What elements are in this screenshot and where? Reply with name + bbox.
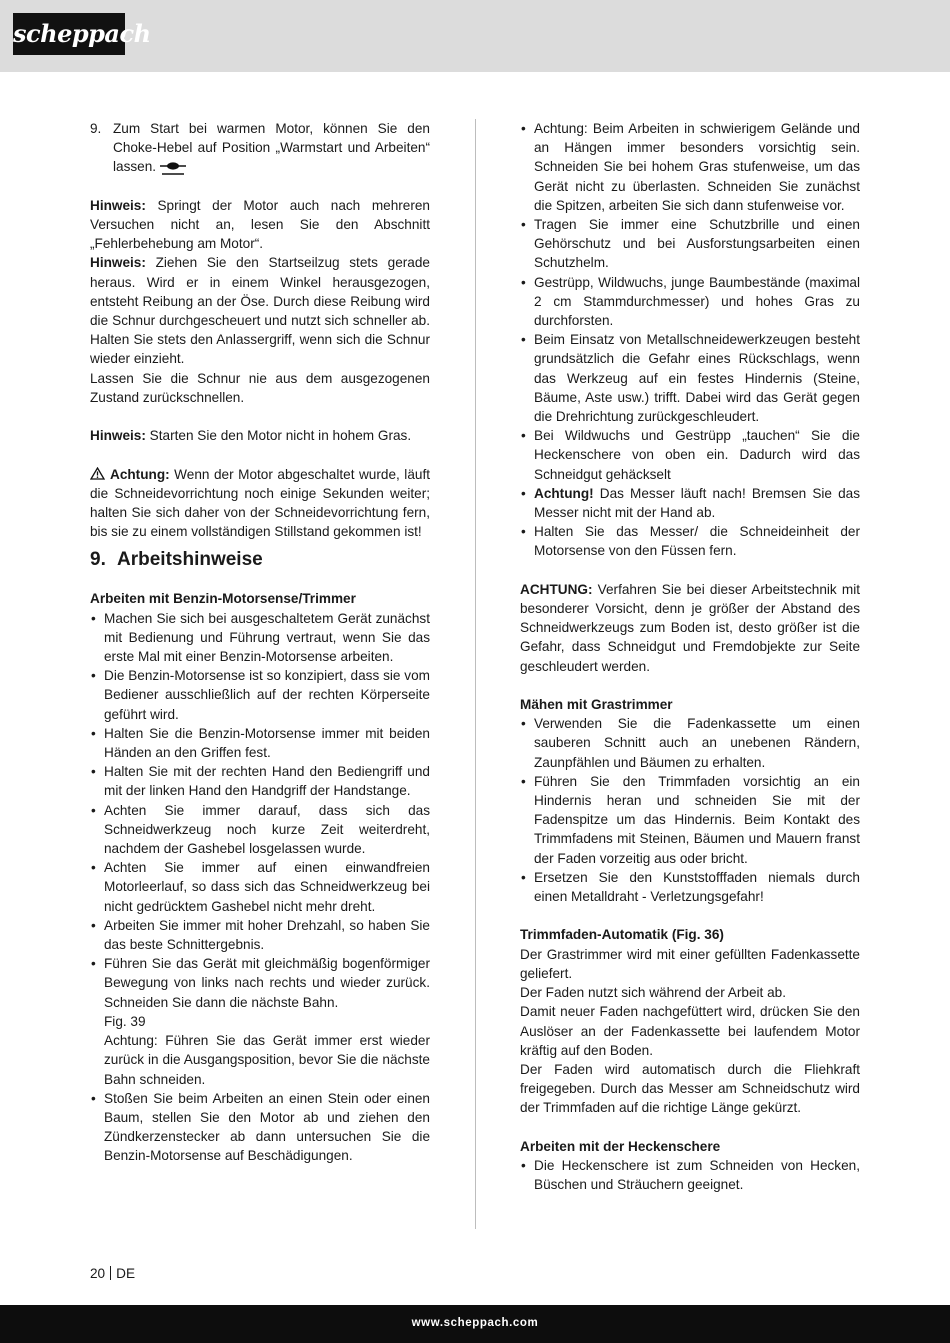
paragraph: Der Grastrimmer wird mit einer gefüllten Fadenkassette geliefert. xyxy=(520,946,860,981)
page-footer xyxy=(0,1305,950,1343)
list-item: • Halten Sie das Messer/ die Schneideinheit der Motorsense von den Füssen fern. xyxy=(520,522,860,560)
hint-paragraph: Hinweis: Springt der Motor auch nach mehreren Versuchen nicht an, lesen Sie den Abschnitt „Fehlerbehebung am Motor“. xyxy=(90,197,430,252)
list-item: • Führen Sie den Trimmfaden vorsichtig an ein Hindernis heran und schneiden Sie mit der Fadenspitze um das Hindernis. Beim Kontakt des Trimmfadens mit Steinen, Bäumen und Mauern franst der Faden vorzeitig aus oder bricht. xyxy=(520,772,860,868)
left-column xyxy=(90,119,430,1166)
subheading: Arbeiten mit der Heckenschere xyxy=(520,1138,721,1154)
list-item: • Die Heckenschere ist zum Schneiden von Hecken, Büschen und Sträuchern geeignet. xyxy=(520,1156,860,1194)
page-number-separator xyxy=(110,1266,111,1280)
hint-paragraph: Hinweis: Ziehen Sie den Startseilzug stets gerade heraus. Wird er in einem Winkel herausgezogen, entsteht Reibung an der Öse. Durch diese Reibung wird die Schnur durchgescheuert und nutzt sich schneller ab. Halten Sie stets den Anlassergriff, wenn sich die Schnur wieder einzieht. xyxy=(90,255,430,367)
subheading: Arbeiten mit Benzin-Motorsense/Trimmer xyxy=(90,591,356,607)
website-link[interactable]: www.scheppach.com xyxy=(411,1317,539,1329)
caution-paragraph: ACHTUNG: Verfahren Sie bei dieser Arbeitstechnik mit besonderer Vorsicht, denn je größer der Abstand des Schneidwerkzeugs zum Boden ist, desto größer ist die Gefahr, dass Schneidgut und Fremdobjekte zur Seite geschleudert werden. xyxy=(520,581,860,674)
subheading: Trimmfaden-Automatik (Fig. 36) xyxy=(520,927,724,943)
language-code: DE xyxy=(116,1266,136,1281)
brand-logo: scheppach xyxy=(13,13,125,55)
list-item: • Ersetzen Sie den Kunststofffaden niemals durch einen Metalldraht - Verletzungsgefahr! xyxy=(520,868,860,906)
step-number: 9. xyxy=(90,121,102,136)
right-column xyxy=(520,119,860,1194)
list-item: • Halten Sie die Benzin-Motorsense immer mit beiden Händen an den Griffen fest. xyxy=(90,724,430,762)
list-item: • Beim Einsatz von Metallschneidewerkzeugen besteht grundsätzlich die Gefahr eines Rückschlags, wenn das Werkzeug auf ein festes Hindernis (Steine, Bäume, Aste usw.) trifft. Dabei wird das Gerät gegen die Drehrichtung zurückgeschleudert. xyxy=(520,330,860,426)
list-item: • Stoßen Sie beim Arbeiten an einen Stein oder einen Baum, stellen Sie den Motor ab und ziehen den Zündkerzenstecker ab dann untersuchen Sie die Benzin-Motorsense auf Beschädigungen. xyxy=(90,1089,430,1166)
subheading: Mähen mit Grastrimmer xyxy=(520,697,673,713)
rope-paragraph: Lassen Sie die Schnur nie aus dem ausgezogenen Zustand zurückschnellen. xyxy=(90,370,430,405)
hint-paragraph: Hinweis: Starten Sie den Motor nicht in hohem Gras. xyxy=(90,428,412,444)
list-item: • Achtung! Das Messer läuft nach! Bremsen Sie das Messer nicht mit der Hand ab. xyxy=(520,484,860,522)
list-item: • Achtung: Beim Arbeiten in schwierigem Gelände und an Hängen immer besonders vorsichtig sein. Schneiden Sie bei hohem Gras stufenweise, um das Gerät nicht zu überlasten. Schneiden Sie zunächst die Spitzen, arbeiten Sie sich dann stufenweise vor. xyxy=(520,119,860,215)
list-item: • Arbeiten Sie immer mit hoher Drehzahl, so haben Sie das beste Schnittergebnis. xyxy=(90,916,430,954)
paragraph: Der Faden wird automatisch durch die Fliehkraft freigegeben. Durch das Messer am Schneidschutz wird der Trimmfaden auf die richtige Länge gekürzt. xyxy=(520,1061,860,1116)
warning-triangle-icon xyxy=(90,467,105,480)
bullet-list xyxy=(520,1156,860,1194)
paragraph: Der Faden nutzt sich während der Arbeit ab. xyxy=(520,985,786,1001)
list-item: • Achten Sie immer auf einen einwandfreien Motorleerlauf, so dass sich das Schneidwerkzeug bei nicht gedrücktem Gashebel nicht mehr dreht. xyxy=(90,858,430,916)
paragraph: Damit neuer Faden nachgefüttert wird, drücken Sie den Auslöser an der Fadenkassette bei laufendem Motor kräftig auf den Boden. xyxy=(520,1004,860,1058)
column-divider xyxy=(475,119,476,1229)
list-item: • Führen Sie das Gerät mit gleichmäßig bogenförmiger Bewegung von links nach rechts und wieder zurück. Schneiden Sie dann die nächste Bahn. Fig. 39 Achtung: Führen Sie das Gerät immer erst wieder zurück in die Ausgangsposition, bevor Sie die nächste Bahn schneiden. xyxy=(90,954,430,1088)
choke-warmstart-icon xyxy=(159,158,187,176)
step-text: Zum Start bei warmen Motor, können Sie den Choke-Hebel auf Position „Warmstart und Arbeiten“ lassen. xyxy=(113,121,430,175)
list-item: • Verwenden Sie die Fadenkassette um einen sauberen Schnitt auch an unebenen Rändern, Zaunpfählen und Bäumen zu erhalten. xyxy=(520,714,860,772)
list-item: • Die Benzin-Motorsense ist so konzipiert, dass sie vom Bediener ausschließlich auf der rechten Körperseite geführt wird. xyxy=(90,666,430,724)
list-item: • Gestrüpp, Wildwuchs, junge Baumbestände (maximal 2 cm Stammdurchmesser) und hohes Gras zu durchforsten. xyxy=(520,273,860,331)
figure-reference: Fig. 39 xyxy=(104,1013,146,1029)
list-item: • Machen Sie sich bei ausgeschaltetem Gerät zunächst mit Bedienung und Führung vertraut, wenn Sie das erste Mal mit einer Benzin-Motorsense arbeiten. xyxy=(90,609,430,667)
list-item: • Achten Sie immer darauf, dass sich das Schneidwerkzeug noch kurze Zeit weiterdreht, nachdem der Gashebel losgelassen wurde. xyxy=(90,801,430,859)
page-number: 20 DE xyxy=(90,1266,136,1281)
step-9 xyxy=(90,119,430,177)
list-item: • Bei Wildwuchs und Gestrüpp „tauchen“ Sie die Heckenschere von oben ein. Dadurch wird das Schneidgut gehäckselt xyxy=(520,426,860,484)
section-title: 9. Arbeitshinweise xyxy=(90,549,263,571)
warning-paragraph: Achtung: Wenn der Motor abgeschaltet wurde, läuft die Schneidevorrichtung noch einige Sekunden weiter; halten Sie sich daher von der Schneidevorrichtung fern, bis sie zu einem vollständigen Stillstand gekommen ist! xyxy=(90,466,430,540)
page-header xyxy=(0,0,950,72)
list-item: • Tragen Sie immer eine Schutzbrille und einen Gehörschutz und bei Ausforstungsarbeiten einen Schutzhelm. xyxy=(520,215,860,273)
bullet-list xyxy=(520,714,860,906)
bullet-list xyxy=(520,119,860,561)
bullet-list xyxy=(90,609,430,1166)
list-item: • Halten Sie mit der rechten Hand den Bediengriff und mit der linken Hand den Handgriff der Handstange. xyxy=(90,762,430,800)
